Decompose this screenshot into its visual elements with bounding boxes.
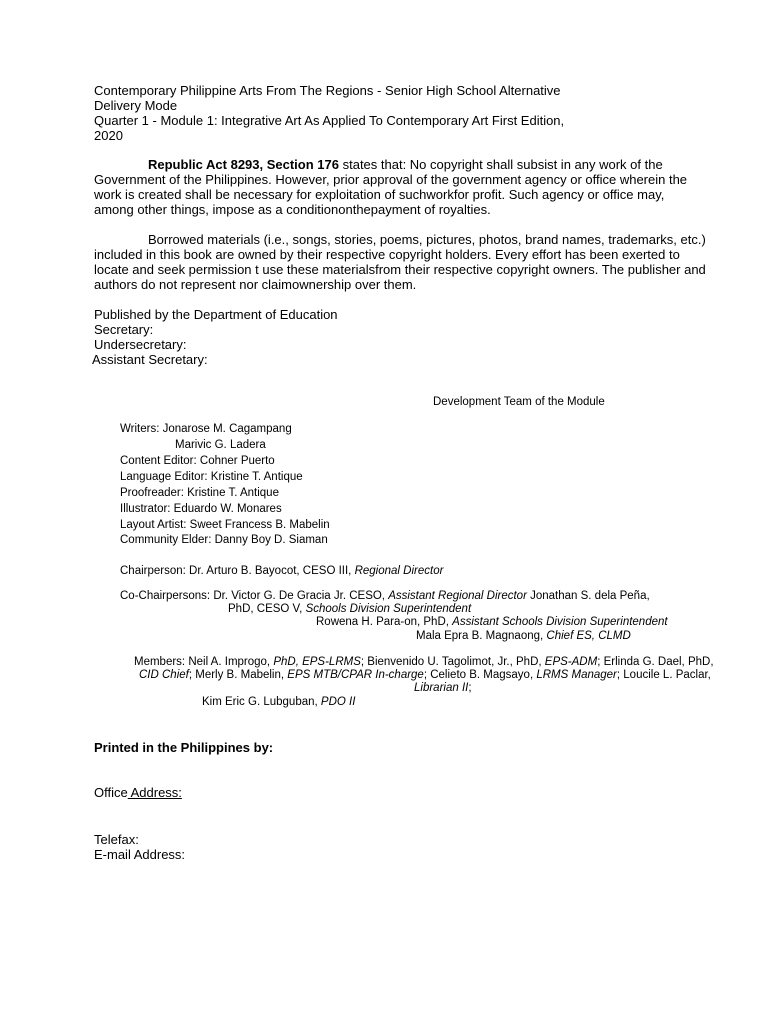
secretary-label: Secretary: <box>94 322 154 337</box>
email-label: E-mail Address: <box>94 847 186 862</box>
copyright-line-3: work is created shall be necessary for exploitation of suchworkfor profit. Such agency or office may, <box>94 187 665 202</box>
borrowed-line-1: Borrowed materials (i.e., songs, stories, poems, pictures, photos, brand names, trademarks, etc.) <box>148 232 706 247</box>
team-writer-2: Marivic G. Ladera <box>175 439 266 451</box>
copyright-line-2: Government of the Philippines. However, prior approval of the government agency or office wherein the <box>94 172 688 187</box>
undersecretary-label: Undersecretary: <box>94 337 187 352</box>
dev-team-heading: Development Team of the Module <box>433 396 605 408</box>
title-line-3: Quarter 1 - Module 1: Integrative Art As Applied To Contemporary Art First Edition, <box>94 113 565 128</box>
team-proofreader: Proofreader: Kristine T. Antique <box>120 487 279 499</box>
members-line-3: Librarian II; <box>414 682 472 694</box>
office-address-label: Address: <box>127 785 182 800</box>
borrowed-line-3: locate and seek permission t use these materialsfrom their respective copyright owners. The publisher and <box>94 262 706 277</box>
title-line-1: Contemporary Philippine Arts From The Regions - Senior High School Alternative <box>94 83 561 98</box>
office-address-line: Office Address: <box>94 785 182 800</box>
cochair-line-4: Mala Epra B. Magnaong, Chief ES, CLMD <box>416 630 631 642</box>
borrowed-line-4: authors do not represent nor claimownership over them. <box>94 277 417 292</box>
republic-act-reference: Republic Act 8293, Section 176 <box>148 157 339 172</box>
team-layout-artist: Layout Artist: Sweet Francess B. Mabelin <box>120 519 330 531</box>
title-line-2: Delivery Mode <box>94 98 178 113</box>
members-line-2: CID Chief; Merly B. Mabelin, EPS MTB/CPAR In-charge; Celieto B. Magsayo, LRMS Manager; Loucile L. Paclar, <box>139 669 711 681</box>
title-line-4: 2020 <box>94 128 123 143</box>
cochair-line-2: PhD, CESO V, Schools Division Superintendent <box>228 603 472 615</box>
published-by: Published by the Department of Education <box>94 307 338 322</box>
copyright-line-1: Republic Act 8293, Section 176 states that: No copyright shall subsist in any work of the <box>148 157 663 172</box>
printed-heading: Printed in the Philippines by: <box>94 740 274 755</box>
cochair-line-3: Rowena H. Para-on, PhD, Assistant Schools Division Superintendent <box>316 616 668 628</box>
telefax-label: Telefax: <box>94 832 139 847</box>
team-writers: Writers: Jonarose M. Cagampang <box>120 423 292 435</box>
members-line-1: Members: Neil A. Improgo, PhD, EPS-LRMS; Bienvenido U. Tagolimot, Jr., PhD, EPS-ADM; Erlinda G. Dael, PhD, <box>134 656 714 668</box>
copyright-line-4: among other things, impose as a conditiononthepayment of royalties. <box>94 202 491 217</box>
cochair-line-1: Co-Chairpersons: Dr. Victor G. De Gracia Jr. CESO, Assistant Regional Director Jonathan S. dela Peña, <box>120 590 650 602</box>
team-community-elder: Community Elder: Danny Boy D. Siaman <box>120 534 328 546</box>
team-content-editor: Content Editor: Cohner Puerto <box>120 455 275 467</box>
members-line-4: Kim Eric G. Lubguban, PDO II <box>202 696 356 708</box>
assistant-secretary-label: Assistant Secretary: <box>92 352 208 367</box>
chairperson-line: Chairperson: Dr. Arturo B. Bayocot, CESO III, Regional Director <box>120 565 444 577</box>
team-illustrator: Illustrator: Eduardo W. Monares <box>120 503 282 515</box>
team-language-editor: Language Editor: Kristine T. Antique <box>120 471 303 483</box>
borrowed-line-2: included in this book are owned by their respective copyright holders. Every effort has been exerted to <box>94 247 680 262</box>
